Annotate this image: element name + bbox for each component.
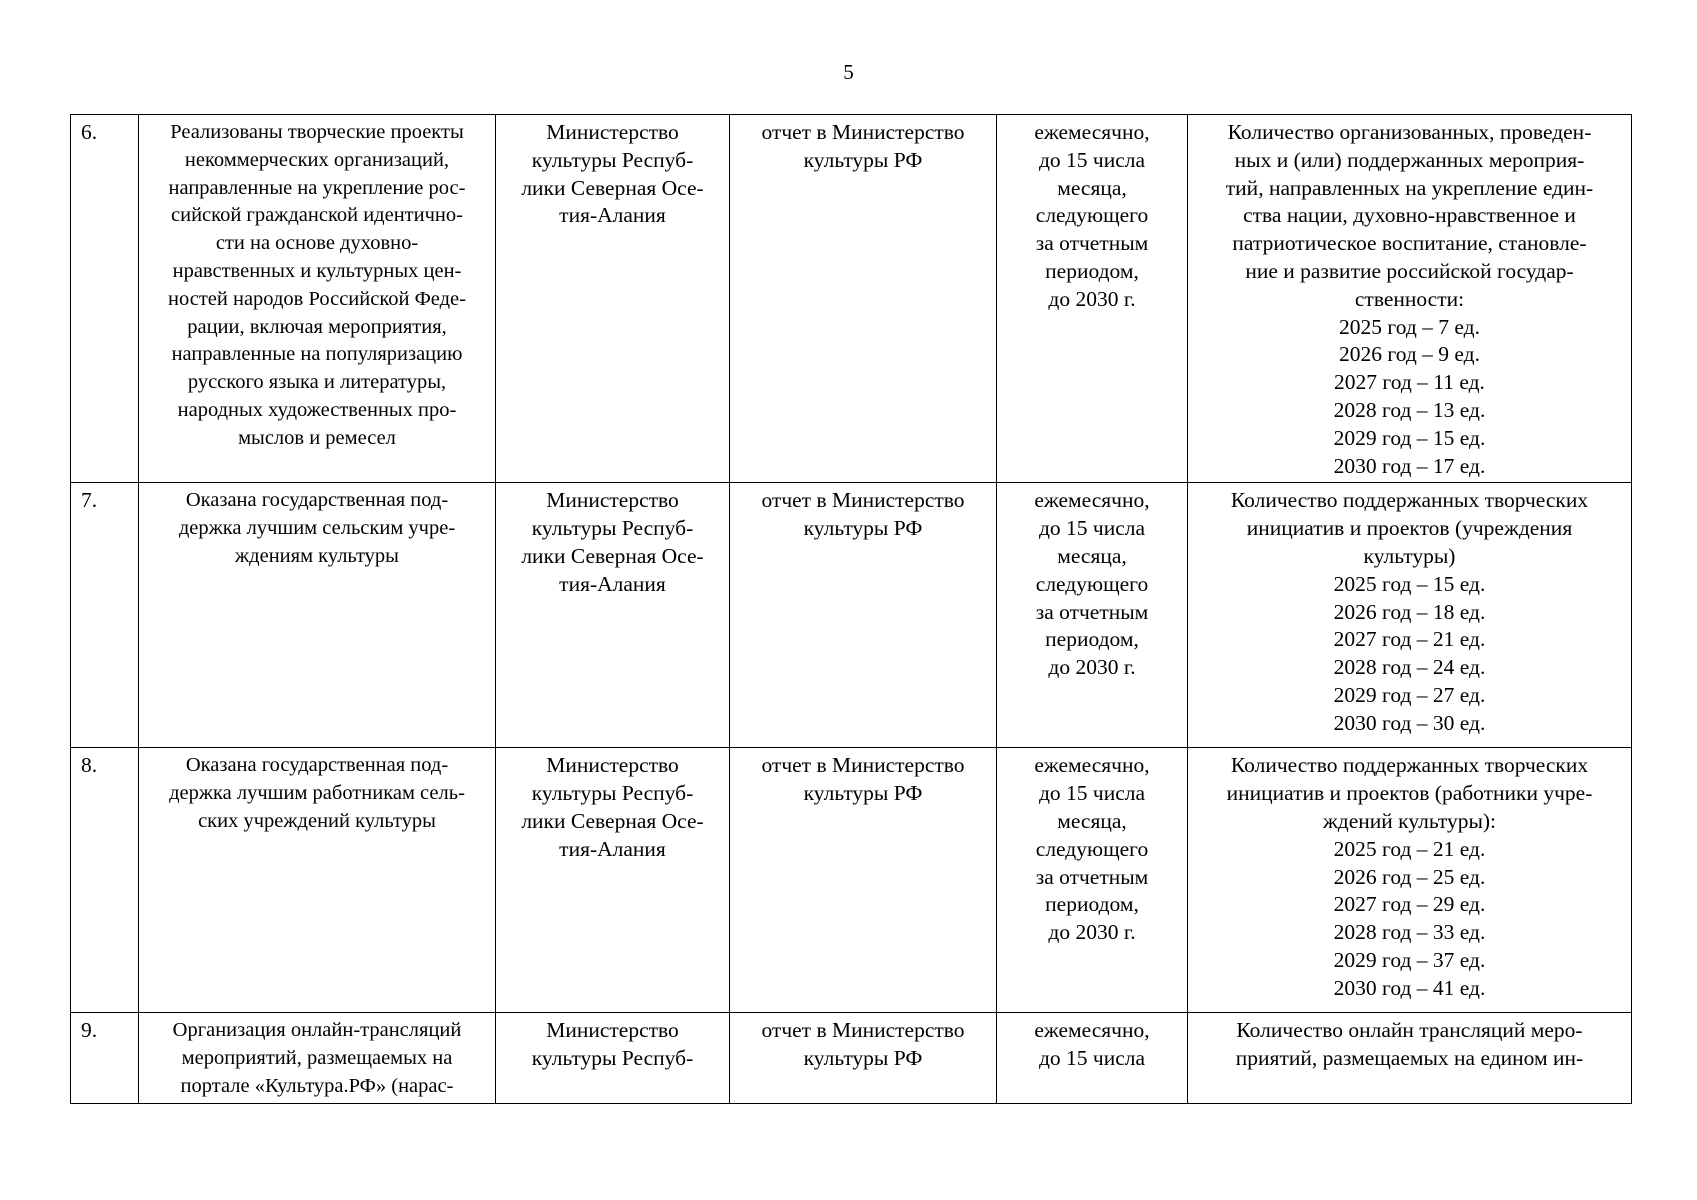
cell-text-line: приятий, размещаемых на едином ин- <box>1235 1046 1584 1071</box>
cell-text-line: до 15 числа <box>1038 147 1146 172</box>
cell-text-line: культуры РФ <box>803 781 923 806</box>
row-number: 7. <box>81 488 98 513</box>
cell-text-line: держка лучшим работникам сель- <box>169 782 465 805</box>
cell-text-line: Оказана государственная под- <box>185 754 449 777</box>
row-number: 8. <box>81 753 98 778</box>
target-value: 2025 год – 15 ед. <box>1333 571 1486 596</box>
cell-text-line: тия-Алания <box>559 836 666 861</box>
cell-text-line: отчет в Министерство <box>761 488 965 513</box>
cell-text-line: ских учреждений культуры <box>198 809 436 832</box>
cell-text-line: культуры Респуб- <box>531 147 694 172</box>
cell-text-line: следующего <box>1035 203 1149 228</box>
target-value: 2029 год – 15 ед. <box>1333 425 1486 450</box>
cell-text-line: периодом, <box>1045 892 1139 917</box>
target-value: 2025 год – 7 ед. <box>1339 314 1480 339</box>
cell-text-line: портале «Культура.РФ» (нарас- <box>180 1074 454 1097</box>
description-cell <box>139 1013 496 1103</box>
cell-text-line: сийской гражданской идентично- <box>171 204 463 227</box>
report-cell <box>730 115 997 483</box>
row-number: 9. <box>81 1018 98 1043</box>
target-value: 2026 год – 9 ед. <box>1339 342 1480 367</box>
cell-text-line: отчет в Министерство <box>761 753 965 778</box>
page-number: 5 <box>843 60 854 84</box>
cell-text-line: месяца, <box>1057 808 1127 833</box>
cell-text-line: Количество поддержанных творческих <box>1230 753 1589 778</box>
cell-text-line: культуры РФ <box>803 1046 923 1071</box>
indicator-cell <box>1188 115 1632 483</box>
cell-text-line: сти на основе духовно- <box>215 232 419 255</box>
cell-text-line: Количество онлайн трансляций меро- <box>1236 1018 1583 1043</box>
target-value: 2025 год – 21 ед. <box>1333 836 1486 861</box>
cell-text-line: ежемесячно, <box>1034 753 1150 778</box>
cell-text-line: Количество организованных, проведен- <box>1227 120 1592 144</box>
table-row <box>71 748 1632 1013</box>
cell-text-line: следующего <box>1035 571 1149 596</box>
plan-table <box>70 114 1632 1104</box>
cell-text-line: Количество поддержанных творческих <box>1230 488 1589 513</box>
target-value: 2030 год – 30 ед. <box>1333 710 1486 735</box>
cell-text-line: за отчетным <box>1035 599 1149 624</box>
cell-text-line: тия-Алания <box>559 571 666 596</box>
cell-text-line: месяца, <box>1057 175 1127 200</box>
target-value: 2028 год – 33 ед. <box>1333 920 1486 945</box>
target-value: 2026 год – 25 ед. <box>1333 864 1486 889</box>
row-number-cell <box>71 483 139 748</box>
responsible-cell <box>496 1013 730 1103</box>
target-value: 2030 год – 41 ед. <box>1333 975 1486 1000</box>
description-cell <box>139 748 496 1013</box>
cell-text-line: культуры Респуб- <box>531 516 694 541</box>
target-value: 2029 год – 37 ед. <box>1333 947 1486 972</box>
cell-text-line: до 15 числа <box>1038 1046 1146 1071</box>
cell-text-line: патриотическое воспитание, становле- <box>1232 231 1587 256</box>
deadline-cell <box>997 1013 1188 1103</box>
cell-text-line: культуры Респуб- <box>531 781 694 806</box>
cell-text-line: направленные на популяризацию <box>171 343 463 366</box>
indicator-cell <box>1188 483 1632 748</box>
cell-text-line: ежемесячно, <box>1034 120 1150 144</box>
cell-text-line: Организация онлайн-трансляций <box>172 1019 462 1042</box>
target-value: 2027 год – 29 ед. <box>1333 892 1486 917</box>
indicator-cell <box>1188 748 1632 1013</box>
cell-text-line: до 15 числа <box>1038 781 1146 806</box>
cell-text-line: нравственных и культурных цен- <box>172 259 462 282</box>
cell-text-line: культуры Респуб- <box>531 1046 694 1071</box>
cell-text-line: инициатив и проектов (учреждения <box>1246 516 1573 541</box>
description-cell <box>139 115 496 483</box>
cell-text-line: ежемесячно, <box>1034 488 1150 513</box>
row-number: 6. <box>81 120 98 144</box>
row-number-cell <box>71 115 139 483</box>
cell-text-line: до 2030 г. <box>1048 920 1136 945</box>
description-cell <box>139 483 496 748</box>
cell-text-line: отчет в Министерство <box>761 120 965 144</box>
target-value: 2028 год – 24 ед. <box>1333 655 1486 680</box>
cell-text-line: ства нации, духовно-нравственное и <box>1243 203 1576 228</box>
report-cell <box>730 748 997 1013</box>
cell-text-line: ежемесячно, <box>1034 1018 1150 1043</box>
deadline-cell <box>997 748 1188 1013</box>
cell-text-line: ждений культуры): <box>1322 808 1497 833</box>
cell-text-line: Министерство <box>546 120 679 144</box>
cell-text-line: периодом, <box>1045 258 1139 283</box>
report-cell <box>730 483 997 748</box>
cell-text-line: рации, включая мероприятия, <box>187 315 447 338</box>
cell-text-line: лики Северная Осе- <box>521 808 704 833</box>
cell-text-line: народных художественных про- <box>177 398 457 421</box>
target-value: 2030 год – 17 ед. <box>1333 453 1486 478</box>
report-cell <box>730 1013 997 1103</box>
cell-text-line: за отчетным <box>1035 231 1149 256</box>
cell-text-line: отчет в Министерство <box>761 1018 965 1043</box>
target-value: 2029 год – 27 ед. <box>1333 682 1486 707</box>
cell-text-line: культуры) <box>1363 543 1456 568</box>
cell-text-line: мероприятий, размещаемых на <box>181 1047 453 1070</box>
cell-text-line: следующего <box>1035 836 1149 861</box>
row-number-cell <box>71 748 139 1013</box>
responsible-cell <box>496 115 730 483</box>
deadline-cell <box>997 483 1188 748</box>
cell-text-line: ностей народов Российской Феде- <box>168 287 466 310</box>
target-value: 2028 год – 13 ед. <box>1333 397 1486 422</box>
cell-text-line: месяца, <box>1057 543 1127 568</box>
cell-text-line: ние и развитие российской государ- <box>1245 258 1574 283</box>
cell-text-line: лики Северная Осе- <box>521 175 704 200</box>
cell-text-line: инициатив и проектов (работники учре- <box>1226 781 1593 806</box>
cell-text-line: Министерство <box>546 1018 679 1043</box>
deadline-cell <box>997 115 1188 483</box>
cell-text-line: лики Северная Осе- <box>521 543 704 568</box>
cell-text-line: ных и (или) поддержанных мероприя- <box>1234 147 1585 172</box>
cell-text-line: культуры РФ <box>803 147 923 172</box>
cell-text-line: некоммерческих организаций, <box>184 148 450 171</box>
cell-text-line: ждениям культуры <box>235 544 399 567</box>
cell-text-line: русского языка и литературы, <box>187 371 447 394</box>
responsible-cell <box>496 748 730 1013</box>
cell-text-line: периодом, <box>1045 627 1139 652</box>
cell-text-line: ственности: <box>1354 286 1465 311</box>
row-number-cell <box>71 1013 139 1103</box>
cell-text-line: Реализованы творческие проекты <box>170 121 464 143</box>
responsible-cell <box>496 483 730 748</box>
cell-text-line: направленные на укрепление рос- <box>168 176 466 199</box>
cell-text-line: тия-Алания <box>559 203 666 228</box>
table-row <box>71 483 1632 748</box>
cell-text-line: Министерство <box>546 753 679 778</box>
cell-text-line: держка лучшим сельским учре- <box>178 517 456 540</box>
target-value: 2026 год – 18 ед. <box>1333 599 1486 624</box>
cell-text-line: до 2030 г. <box>1048 655 1136 680</box>
cell-text-line: культуры РФ <box>803 516 923 541</box>
cell-text-line: до 2030 г. <box>1048 286 1136 311</box>
cell-text-line: мыслов и ремесел <box>238 426 396 449</box>
cell-text-line: Оказана государственная под- <box>185 489 449 512</box>
cell-text-line: до 15 числа <box>1038 516 1146 541</box>
table-row <box>71 1013 1632 1103</box>
cell-text-line: Министерство <box>546 488 679 513</box>
indicator-cell <box>1188 1013 1632 1103</box>
target-value: 2027 год – 11 ед. <box>1334 370 1485 395</box>
table-body <box>71 115 1632 1104</box>
cell-text-line: тий, направленных на укрепление един- <box>1225 175 1594 200</box>
target-value: 2027 год – 21 ед. <box>1333 627 1486 652</box>
cell-text-line: за отчетным <box>1035 864 1149 889</box>
table-row <box>71 115 1632 483</box>
